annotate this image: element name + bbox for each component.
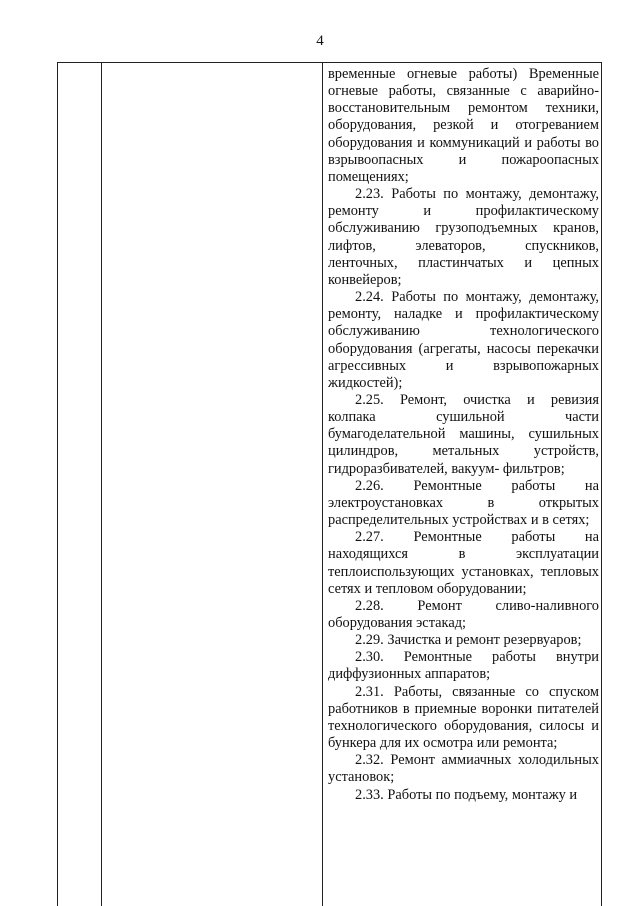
paragraph: 2.32. Ремонт аммиачных холодильных установок;: [328, 752, 599, 786]
paragraph: 2.24. Работы по монтажу, демонтажу, ремонту, наладке и профилактическому обслуживанию технологического оборудования (агрегаты, насосы перекачки агрессивных и взрывопожарных жидкостей);: [328, 289, 599, 391]
page-number: 4: [316, 33, 324, 49]
column-divider: [101, 63, 102, 906]
paragraph: 2.33. Работы по подъему, монтажу и: [355, 786, 578, 803]
paragraph: 2.26. Ремонтные работы на электроустановках в открытых распределительных устройствах и в сетях;: [328, 477, 599, 529]
paragraph: 2.31. Работы, связанные со спуском работников в приемные воронки питателей технологического оборудования, силосы и бункера для их осмотра или ремонта;: [328, 683, 599, 752]
paragraph: 2.27. Ремонтные работы на находящихся в эксплуатации теплоиспользующих установках, тепловых сетях и тепловом оборудовании;: [328, 529, 599, 597]
paragraph: 2.25. Ремонт, очистка и ревизия колпака сушильной части бумагоделательной машины, сушильных цилиндров, метальных устройств, гидроразбивателей, вакуум- фильтров;: [328, 391, 599, 477]
paragraph: 2.29. Зачистка и ремонт резервуаров;: [355, 632, 582, 649]
paragraph: временные огневые работы) Временные огневые работы, связанные с аварийно-восстановительным ремонтом техники, оборудования, резкой и отогреванием оборудования и коммуникаций и работы во взрывоопасных и пожароопасных помещениях;: [328, 66, 599, 185]
paragraph: 2.28. Ремонт сливо-наливного оборудования эстакад;: [328, 597, 599, 631]
document-table: [57, 62, 602, 906]
paragraph: 2.23. Работы по монтажу, демонтажу, ремонту и профилактическому обслуживанию грузоподъемных кранов, лифтов, элеваторов, спускников, ленточных, пластинчатых и цепных конвейеров;: [328, 186, 599, 288]
table-cell-text: [328, 66, 599, 804]
paragraph: 2.30. Ремонтные работы внутри диффузионных аппаратов;: [328, 649, 599, 683]
column-divider: [322, 63, 323, 906]
